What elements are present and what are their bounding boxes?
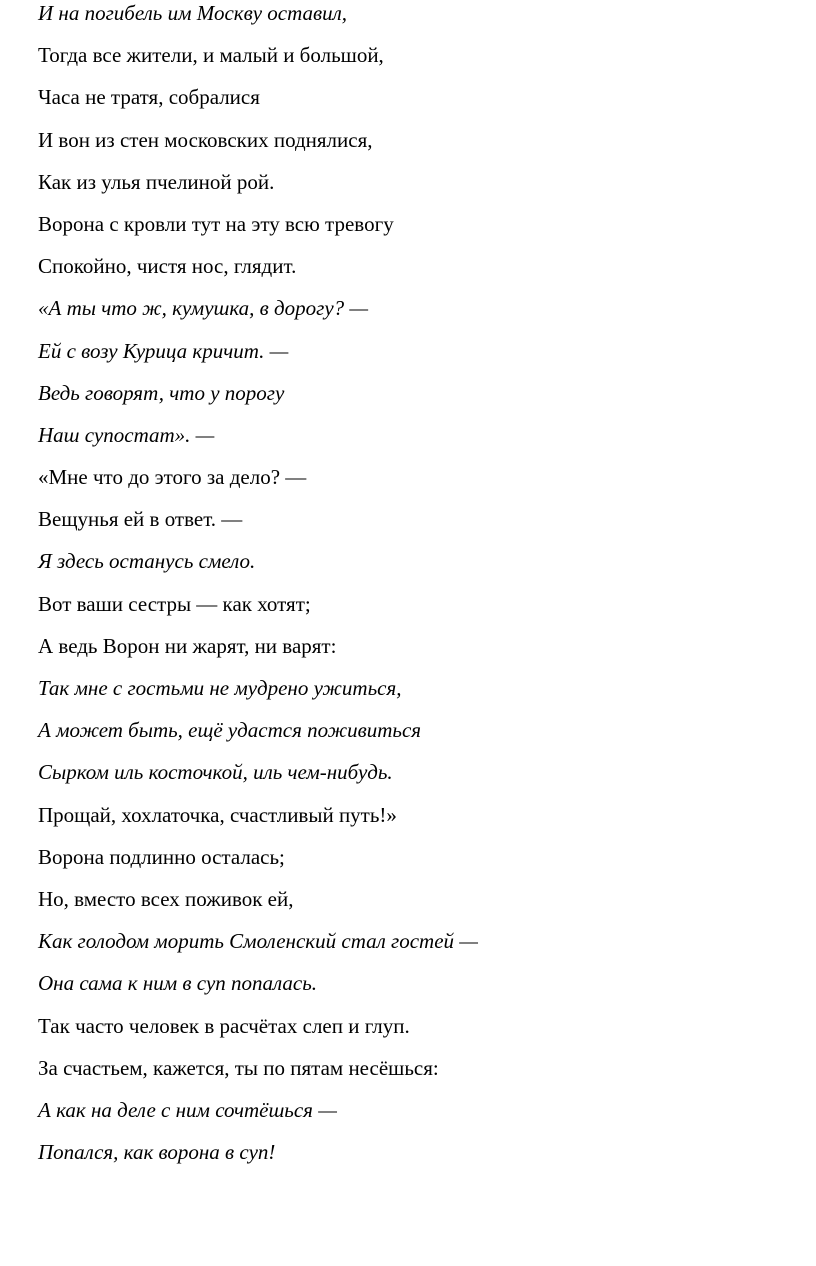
poem-line: Она сама к ним в суп попалась. bbox=[38, 971, 318, 996]
poem-line: Но, вместо всех поживок ей, bbox=[38, 886, 294, 911]
poem-line: Попался, как ворона в суп! bbox=[38, 1140, 276, 1165]
poem-line: Тогда все жители, и малый и большой, bbox=[38, 43, 384, 68]
poem-line: За счастьем, кажется, ты по пятам несёшься: bbox=[38, 1055, 439, 1080]
poem-line: Наш супостат». — bbox=[38, 422, 215, 447]
poem-line: Как из улья пчелиной рой. bbox=[38, 169, 275, 194]
poem-line: А ведь Ворон ни жарят, ни варят: bbox=[38, 633, 337, 658]
poem-line: А может быть, ещё удастся поживиться bbox=[38, 718, 422, 743]
poem-line: А как на деле с ним сочтёшься — bbox=[38, 1097, 337, 1122]
poem-line: Ведь говорят, что у порогу bbox=[38, 380, 285, 405]
poem-text bbox=[38, 0, 798, 1173]
poem-line: Так мне с гостьми не мудрено ужиться, bbox=[38, 676, 402, 700]
poem-page bbox=[38, 0, 798, 1173]
poem-line: Ей с возу Курица кричит. — bbox=[38, 338, 289, 363]
poem-line: Вот ваши сестры — как хотят; bbox=[38, 591, 311, 616]
poem-line: И на погибель им Москву оставил, bbox=[38, 1, 348, 25]
poem-line: Как голодом морить Смоленский стал гостей — bbox=[38, 929, 478, 954]
poem-line: Ворона подлинно осталась; bbox=[38, 844, 285, 869]
poem-line: Вещунья ей в ответ. — bbox=[38, 507, 243, 532]
poem-line: И вон из стен московских поднялися, bbox=[38, 127, 373, 152]
poem-line: Ворона с кровли тут на эту всю тревогу bbox=[38, 211, 394, 236]
poem-line: Прощай, хохлаточка, счастливый путь!» bbox=[38, 802, 397, 827]
poem-line: Так часто человек в расчётах слеп и глуп. bbox=[38, 1013, 410, 1038]
poem-line: Спокойно, чистя нос, глядит. bbox=[38, 254, 297, 279]
poem-line: Часа не тратя, собралися bbox=[38, 85, 260, 110]
poem-line: Сырком иль косточкой, иль чем-нибудь. bbox=[38, 760, 393, 785]
poem-line: «А ты что ж, кумушка, в дорогу? — bbox=[38, 296, 369, 321]
poem-line: Я здесь останусь смело. bbox=[38, 549, 256, 574]
poem-line: «Мне что до этого за дело? — bbox=[38, 465, 307, 490]
